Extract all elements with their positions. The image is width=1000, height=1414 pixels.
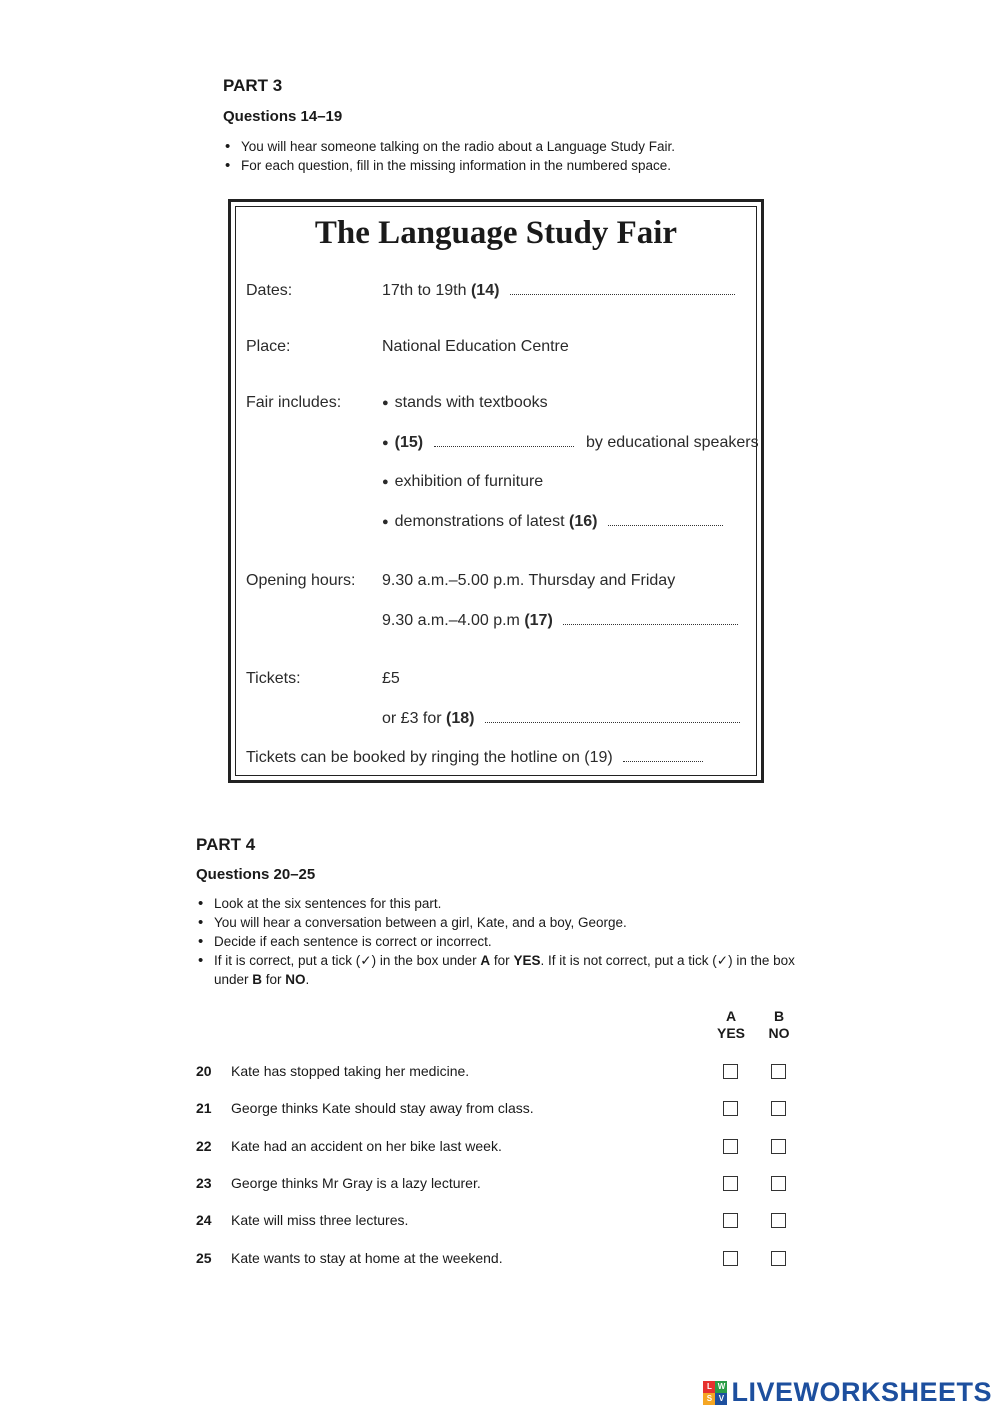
checkbox-a-yes[interactable] [723, 1101, 738, 1116]
bullet-icon [382, 513, 395, 530]
column-a-header [711, 1008, 751, 1042]
instr4-a: A [480, 953, 491, 968]
instr4-no: NO [285, 972, 306, 987]
checkbox-a-yes[interactable] [723, 1064, 738, 1079]
instr4-part5: . [305, 972, 310, 987]
hours-label: Opening hours: [246, 572, 356, 589]
include-item-16 [382, 513, 723, 531]
include-item-16-text: demonstrations of latest [394, 513, 565, 530]
part4-questions: Questions 20–25 [196, 866, 316, 883]
instr4-b: B [252, 972, 263, 987]
question-text: Kate wants to stay at home at the weekend. [231, 1250, 503, 1266]
instruction-item: • Look at the six sentences for this part. [196, 894, 796, 913]
column-b-header [759, 1008, 799, 1042]
answer-18-blank[interactable] [485, 721, 740, 723]
checkbox-b-no[interactable] [771, 1064, 786, 1079]
column-a-letter: A [725, 1008, 737, 1024]
checkbox-b-no[interactable] [771, 1251, 786, 1266]
dates-text: 17th to 19th [382, 282, 467, 299]
liveworksheets-wordmark: LIVEWORKSHEETS [731, 1377, 992, 1407]
logo-tile: L [703, 1381, 715, 1393]
logo-tile: W [715, 1381, 727, 1393]
tickets-18-text: or £3 for [382, 710, 442, 727]
checkbox-b-no[interactable] [771, 1139, 786, 1154]
question-number: 22 [196, 1138, 212, 1154]
question-14-number: (14) [470, 282, 500, 299]
answer-16-blank[interactable] [608, 524, 723, 526]
instr4-yes: YES [513, 953, 541, 968]
question-text: George thinks Kate should stay away from class. [231, 1100, 534, 1116]
instr4-part2: for [490, 953, 514, 968]
question-text: Kate had an accident on her bike last week. [231, 1138, 502, 1154]
instruction-item: • You will hear a conversation between a girl, Kate, and a boy, George. [196, 913, 796, 932]
dates-label: Dates: [246, 282, 293, 299]
bullet-icon [382, 434, 395, 451]
question-number: 21 [196, 1100, 212, 1116]
instruction-item: • You will hear someone talking on the radio about a Language Study Fair. [223, 137, 823, 156]
checkbox-b-no[interactable] [771, 1101, 786, 1116]
answer-19-blank[interactable] [623, 760, 703, 762]
includes-label: Fair includes: [246, 394, 342, 411]
checkbox-a-yes[interactable] [723, 1176, 738, 1191]
part3-title: PART 3 [223, 76, 283, 95]
fair-title: The Language Study Fair [314, 215, 678, 251]
fair-inner-frame [235, 206, 757, 776]
part4-title: PART 4 [196, 835, 256, 854]
question-text: George thinks Mr Gray is a lazy lecturer. [231, 1175, 481, 1191]
column-b-letter: B [773, 1008, 785, 1024]
column-b-no: NO [768, 1025, 790, 1041]
include-item-15 [382, 434, 759, 452]
part3-questions: Questions 14–19 [223, 108, 343, 125]
question-text: Kate has stopped taking her medicine. [231, 1063, 470, 1079]
include-item-furniture: ● exhibition of furniture [382, 473, 543, 491]
part4-instructions [196, 894, 796, 989]
liveworksheets-logo [703, 1377, 992, 1408]
question-18-number: (18) [446, 710, 475, 727]
instr4-part4: for [262, 972, 286, 987]
checkbox-a-yes[interactable] [723, 1251, 738, 1266]
question-17-number: (17) [524, 612, 553, 629]
checkbox-a-yes[interactable] [723, 1139, 738, 1154]
include-item-textbooks: ● stands with textbooks [382, 394, 548, 412]
question-15-number: (15) [394, 434, 424, 451]
tickets-label: Tickets: [246, 670, 301, 687]
checkbox-b-no[interactable] [771, 1213, 786, 1228]
question-number: 24 [196, 1212, 212, 1228]
checkbox-a-yes[interactable] [723, 1213, 738, 1228]
tickets-18 [382, 710, 740, 728]
fair-info-box [228, 199, 764, 783]
dates-value [382, 282, 735, 300]
part3-instructions [223, 137, 823, 175]
question-number: 25 [196, 1250, 212, 1266]
hotline-line [246, 749, 703, 767]
hotline-text: Tickets can be booked by ringing the hotline on (19) [246, 749, 613, 766]
place-label: Place: [246, 338, 291, 355]
checkbox-b-no[interactable] [771, 1176, 786, 1191]
answer-14-blank[interactable] [510, 293, 735, 295]
hours-17-text: 9.30 a.m.–4.00 p.m [382, 612, 520, 629]
logo-tile: S [703, 1393, 715, 1405]
place-value: National Education Centre [382, 338, 569, 355]
question-number: 23 [196, 1175, 212, 1191]
include-item-15-text: by educational speakers [586, 434, 759, 451]
liveworksheets-icon [703, 1381, 727, 1405]
instruction-item [196, 951, 796, 989]
column-a-yes: YES [716, 1025, 745, 1041]
logo-tile: V [715, 1393, 727, 1405]
question-16-number: (16) [568, 513, 598, 530]
hours-weekday: 9.30 a.m.–5.00 p.m. Thursday and Friday [382, 572, 676, 589]
instruction-item: • For each question, fill in the missing information in the numbered space. [223, 156, 823, 175]
instr4-part3: . If it is not correct, put a tick (✓) in the box under [214, 953, 795, 987]
hours-17 [382, 612, 738, 630]
tickets-price: £5 [382, 670, 400, 687]
instr4-part1: If it is correct, put a tick (✓) in the box under [214, 953, 481, 968]
question-number: 20 [196, 1063, 212, 1079]
answer-15-blank[interactable] [434, 445, 574, 447]
instruction-item: • Decide if each sentence is correct or incorrect. [196, 932, 796, 951]
answer-17-blank[interactable] [563, 623, 738, 625]
question-text: Kate will miss three lectures. [231, 1212, 409, 1228]
